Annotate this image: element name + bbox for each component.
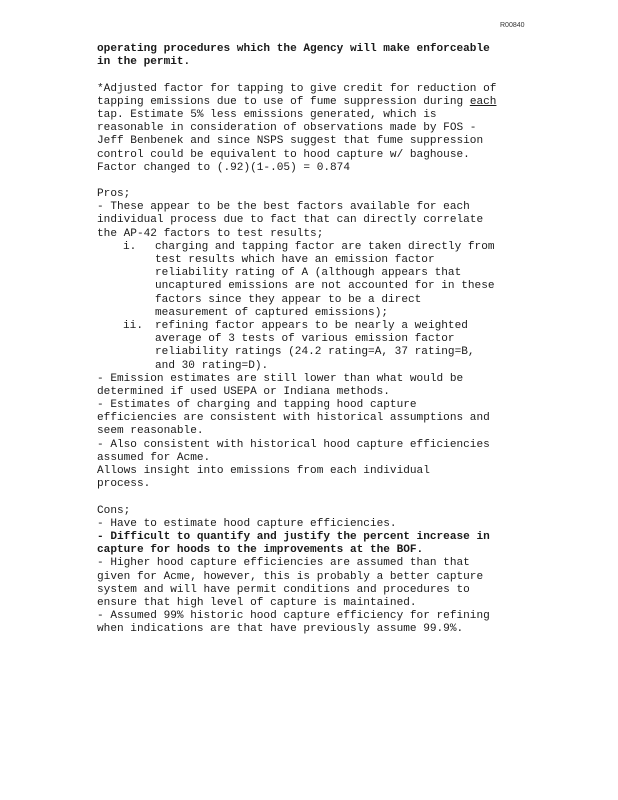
adjusted-line: Jeff Benbenek and since NSPS suggest that fume suppression xyxy=(97,135,484,148)
item-number: ii. xyxy=(123,319,143,332)
cons-line: when indications are that have previously assume 99.9%. xyxy=(97,623,464,636)
cons-line: given for Acme, however, this is probably a better capture xyxy=(97,570,484,583)
adjusted-line: tap. Estimate 5% less emissions generated, which is xyxy=(97,108,437,121)
item-line: test results which have an emission factor xyxy=(155,254,435,266)
cons-line: ensure that high level of capture is maintained. xyxy=(97,596,417,609)
item-line: factors since they appear to be a direct xyxy=(155,293,422,306)
blank-line xyxy=(97,491,537,504)
cons-line: system and will have permit conditions and procedures to xyxy=(97,583,470,596)
pros-line: efficiencies are consistent with historical assumptions and xyxy=(97,412,490,425)
item-text: charging and tapping factor are taken directly from xyxy=(155,240,495,253)
pros-line: the AP-42 factors to test results; xyxy=(97,227,324,240)
pros-line: - These appear to be the best factors available for each xyxy=(97,201,470,214)
adjusted-text: tapping emissions due to use of fume suppression during xyxy=(97,95,470,108)
intro-line: operating procedures which the Agency will make enforceable xyxy=(97,43,490,55)
item-line xyxy=(97,320,537,333)
item-number: i. xyxy=(123,240,137,253)
intro-line: in the permit. xyxy=(97,56,191,69)
pros-line: process. xyxy=(97,478,151,491)
item-line: average of 3 tests of various emission factor xyxy=(155,333,455,346)
blank-line xyxy=(97,69,537,82)
cons-line: - Have to estimate hood capture efficiencies. xyxy=(97,517,397,530)
adjusted-line: reasonable in consideration of observations made by FOS - xyxy=(97,122,477,135)
pros-line: assumed for Acme. xyxy=(97,451,211,464)
item-line: reliability ratings (24.2 rating=A, 37 rating=B, xyxy=(155,346,475,359)
cons-heading: Cons; xyxy=(97,504,131,517)
pros-line: Allows insight into emissions from each individual xyxy=(97,465,430,477)
pros-line: - Also consistent with historical hood capture efficiencies xyxy=(97,438,490,451)
blank-line xyxy=(97,175,537,188)
page-number: R00840 xyxy=(500,22,525,29)
adjusted-line: control could be equivalent to hood capture w/ baghouse. xyxy=(97,148,470,161)
underlined-word: each xyxy=(469,95,497,108)
cons-line: - Higher hood capture efficiencies are assumed than that xyxy=(97,557,470,570)
item-line xyxy=(97,241,537,254)
cons-bold-line: - Difficult to quantify and justify the percent increase in xyxy=(97,530,490,543)
pros-line: - Emission estimates are still lower than what would be xyxy=(97,372,464,385)
pros-item-ii xyxy=(97,320,537,373)
document-body xyxy=(97,43,537,636)
cons-bold-line: capture for hoods to the improvements at the BOF. xyxy=(97,544,424,557)
item-line: uncaptured emissions are not accounted for in these xyxy=(155,280,495,293)
item-line: measurement of captured emissions); xyxy=(155,306,389,319)
adjusted-line: *Adjusted factor for tapping to give credit for reduction of xyxy=(97,82,497,95)
adjusted-line: Factor changed to (.92)(1-.05) = 0.874 xyxy=(97,161,350,174)
adjusted-line xyxy=(97,96,537,109)
item-line: and 30 rating=D). xyxy=(155,359,269,372)
pros-line: - Estimates of charging and tapping hood capture xyxy=(97,399,417,412)
pros-line: individual process due to fact that can directly correlate xyxy=(97,214,484,227)
item-text: refining factor appears to be nearly a weighted xyxy=(155,319,468,332)
pros-line: determined if used USEPA or Indiana methods. xyxy=(97,385,390,398)
item-line: reliability rating of A (although appears that xyxy=(155,267,462,280)
pros-heading: Pros; xyxy=(97,188,131,201)
cons-line: - Assumed 99% historic hood capture efficiency for refining xyxy=(97,610,490,623)
pros-line: seem reasonable. xyxy=(97,425,204,438)
pros-item-i xyxy=(97,241,537,320)
